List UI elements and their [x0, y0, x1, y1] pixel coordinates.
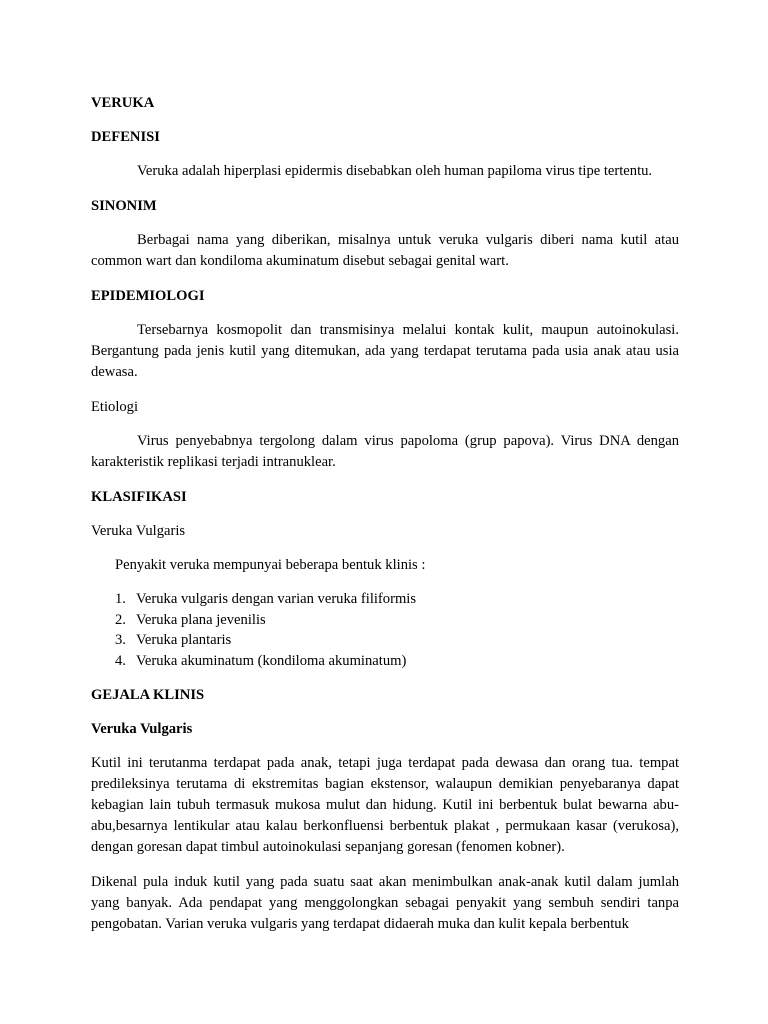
paragraph-epidemiologi: Tersebarnya kosmopolit dan transmisinya melalui kontak kulit, maupun autoinokulasi. Bergantung pada jenis kutil yang ditemukan, ada yang terdapat terutama pada usia anak atau usia dewasa.: [91, 322, 679, 380]
list-item-text: Veruka akuminatum (kondiloma akuminatum): [136, 652, 407, 669]
paragraph-defenisi: Veruka adalah hiperplasi epidermis disebabkan oleh human papiloma virus tipe tertentu.: [137, 163, 653, 179]
list-item-number: 3.: [115, 632, 126, 648]
subheading-gejala-veruka-vulgaris: Veruka Vulgaris: [91, 721, 193, 737]
list-item-text: Veruka plantaris: [136, 632, 232, 648]
paragraph-klasifikasi-intro: Penyakit veruka mempunyai beberapa bentuk klinis :: [115, 557, 426, 573]
list-item-number: 2.: [115, 611, 126, 628]
section-heading-epidemiologi: EPIDEMIOLOGI: [91, 288, 205, 304]
list-item-text: Veruka vulgaris dengan varian veruka filiformis: [136, 591, 417, 607]
paragraph-etiologi: Virus penyebabnya tergolong dalam virus papoloma (grup papova). Virus DNA dengan karakteristik replikasi terjadi intranuklear.: [91, 433, 679, 470]
list-item-text: Veruka plana jevenilis: [136, 611, 266, 628]
section-heading-gejala-klinis: GEJALA KLINIS: [91, 687, 205, 703]
section-heading-sinonim: SINONIM: [91, 198, 157, 214]
section-heading-defenisi: DEFENISI: [91, 129, 160, 145]
paragraph-gejala-1: Kutil ini terutanma terdapat pada anak, tetapi juga terdapat pada dewasa dan orang tua. tempat predileksinya terutama di ekstremitas bagian ekstensor, walaupun demikian penyebaranya dapat kebagian lain tubuh termasuk mukosa mulut dan hidung. Kutil ini berbentuk bulat bewarna abu-abu,besarnya lentikular atau kalau berkonfluensi berbentuk plakat , permukaan kasar (verukosa), dengan goresan dapat timbul autoinokulasi sepanjang goresan (fenomen kobner).: [91, 755, 679, 855]
list-item: [115, 630, 679, 651]
list-item-number: 4.: [115, 652, 126, 669]
paragraph-gejala-2: Dikenal pula induk kutil yang pada suatu saat akan menimbulkan anak-anak kutil dalam jumlah yang banyak. Ada pendapat yang menggolongkan sebagai penyakit yang sembuh sendiri tanpa pengobatan. Varian veruka vulgaris yang terdapat didaerah muka dan kulit kepala berbentuk: [91, 874, 679, 932]
document-title: VERUKA: [91, 95, 155, 111]
section-heading-etiologi: Etiologi: [91, 399, 139, 415]
list-item: [115, 610, 679, 631]
klasifikasi-list: [91, 589, 679, 671]
list-item-number: 1.: [115, 591, 126, 607]
list-item: [115, 651, 679, 672]
section-heading-klasifikasi: KLASIFIKASI: [91, 489, 187, 505]
paragraph-sinonim: Berbagai nama yang diberikan, misalnya untuk veruka vulgaris diberi nama kutil atau common wart dan kondiloma akuminatum disebut sebagai genital wart.: [91, 232, 679, 269]
subheading-veruka-vulgaris: Veruka Vulgaris: [91, 523, 186, 539]
list-item: [115, 589, 679, 610]
